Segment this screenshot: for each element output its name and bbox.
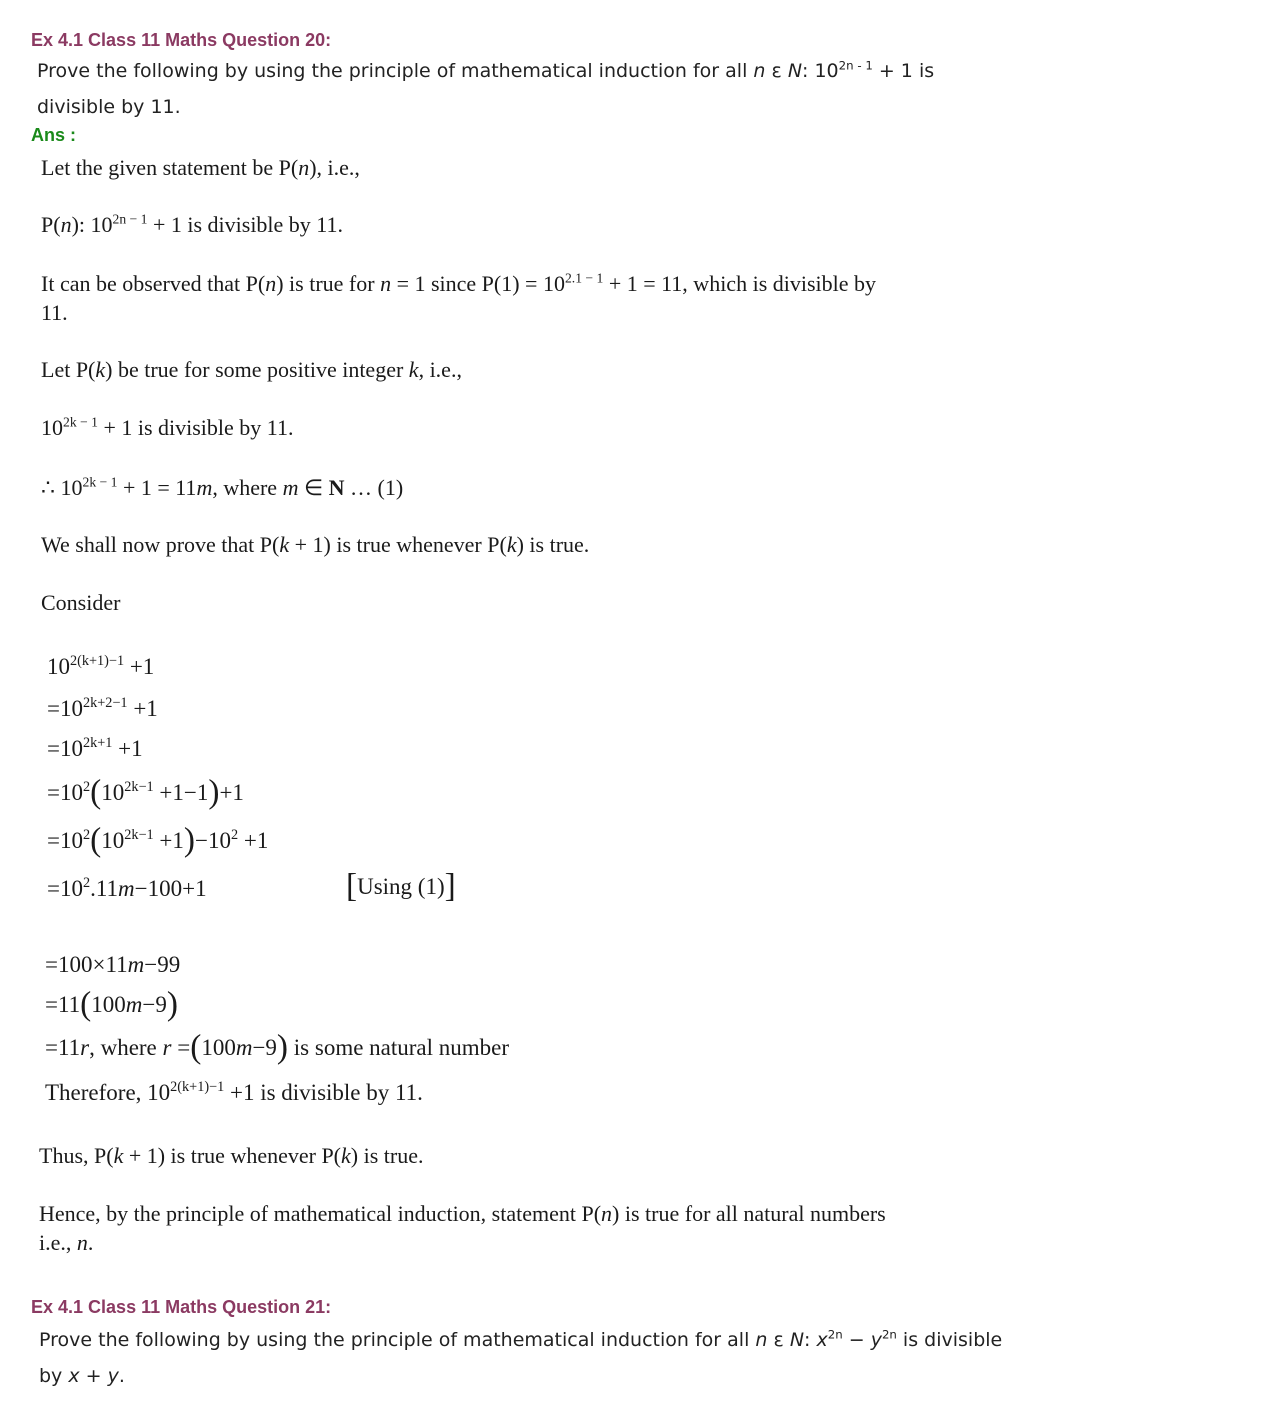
solution-line-consider: Consider xyxy=(41,590,121,615)
question-20-prompt-line1: Prove the following by using the principle of mathematical induction for all n ε N: $10^{2n - 1} + 1$ is xyxy=(37,58,935,82)
question-20-heading: Ex 4.1 Class 11 Maths Question 20: xyxy=(31,30,332,50)
solution-line-statement: Let the given statement be P(n), i.e., xyxy=(41,155,360,180)
equation-step-4: $=10^2(10^{2k-1} +1-1)+1$ xyxy=(47,773,244,811)
solution-line-thus: Thus, P(k + 1) is true whenever P(k) is true. xyxy=(39,1143,424,1168)
equation-step-2: $=10^{2k+2-1} +1$ xyxy=(47,695,158,721)
solution-line-hence: Hence, by the principle of mathematical induction, statement P(n) is true for all natural numbers xyxy=(39,1201,886,1226)
solution-line-equation-1: ∴ $10^{2k - 1} + 1 = 11m$, where m ∈ N … (1) xyxy=(41,474,404,500)
equation-step-5: $=10^2(10^{2k-1} +1)-10^2 +1$ xyxy=(47,821,269,859)
equation-step-7: =100×11m−99 xyxy=(45,952,181,977)
equation-step-8: =11(100m−9) xyxy=(45,985,178,1023)
equation-step-6-note: [Using (1)] xyxy=(346,867,456,905)
question-21-heading: Ex 4.1 Class 11 Maths Question 21: xyxy=(31,1297,332,1317)
solution-line-base-case-cont: 11. xyxy=(41,300,68,325)
solution-line-hence-cont: i.e., n. xyxy=(39,1230,94,1255)
question-21-prompt-line1: Prove the following by using the principle of mathematical induction for all n ε N: $x^{2n} - y^{2n}$ is divisible xyxy=(39,1327,1003,1351)
question-21-prompt-line2: by x + y. xyxy=(39,1365,125,1387)
question-20-prompt-line2: divisible by 11. xyxy=(37,96,181,118)
answer-label: Ans : xyxy=(31,125,76,145)
equation-step-1: $10^{2(k+1)-1} +1$ xyxy=(47,653,155,679)
equation-step-9: =11r, where r =(100m−9) is some natural number xyxy=(45,1028,510,1066)
solution-line-prove-pk1: We shall now prove that P(k + 1) is true whenever P(k) is true. xyxy=(41,532,590,557)
equation-step-6: $=10^2.11m-100+1$ xyxy=(47,875,207,901)
solution-line-base-case: It can be observed that P(n) is true for n = 1 since $P(1) = 10^{2.1 - 1} + 1 = 11$, which is divisible by xyxy=(41,270,877,296)
equation-conclusion: Therefore, $10^{2(k+1)-1} +1$ is divisible by 11. xyxy=(45,1079,423,1105)
equation-step-3: $=10^{2k+1} +1$ xyxy=(47,735,143,761)
solution-line-assume-pk: Let P(k) be true for some positive integer k, i.e., xyxy=(41,357,462,382)
solution-line-pk-statement: $10^{2k - 1} + 1$ is divisible by 11. xyxy=(41,414,294,440)
solution-line-pn: P(n): $10^{2n - 1} + 1$ is divisible by 11. xyxy=(41,211,343,237)
